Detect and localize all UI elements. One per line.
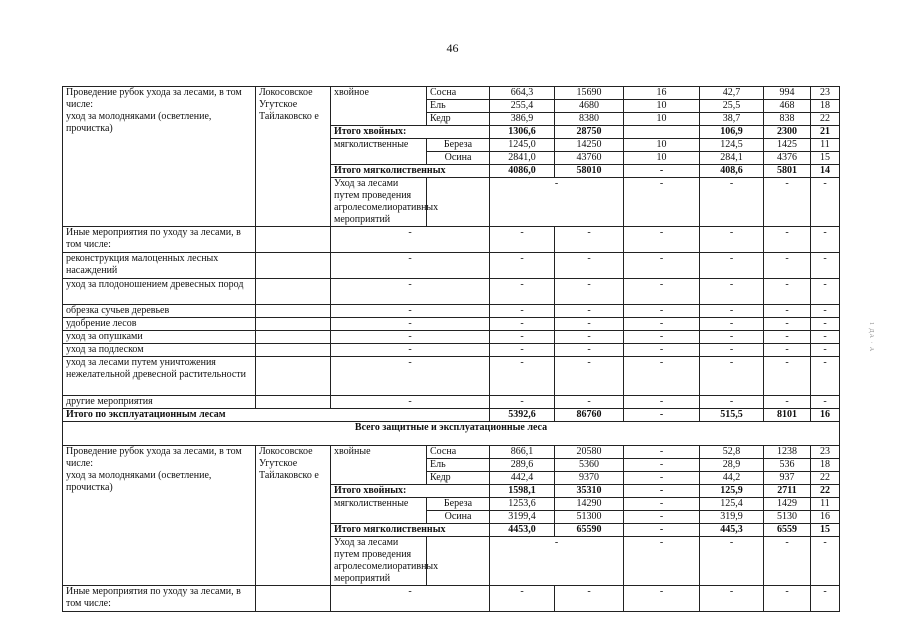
block1-activity-value: -	[555, 279, 624, 305]
block1-activity-value: -	[331, 331, 490, 344]
block1-soft-v6: 15	[811, 152, 840, 165]
block1-activity-label: Иные мероприятия по уходу за лесами, в том числе:	[63, 227, 256, 253]
block1-activity-location	[256, 357, 331, 396]
block2-species-v2: 5360	[555, 459, 624, 472]
block1-species-v6: 23	[811, 87, 840, 100]
block2-conifer-total-v6: 22	[811, 485, 840, 498]
block1-activity-value: -	[490, 305, 555, 318]
block1-soft-total-v6: 14	[811, 165, 840, 178]
block1-activity-value: -	[764, 305, 811, 318]
block2-conifer-total-v1: 1598,1	[490, 485, 555, 498]
block1-activity-value: -	[811, 178, 840, 227]
block2-conifer-group: хвойные	[331, 446, 427, 485]
block1-soft-total-v4: 408,6	[700, 165, 764, 178]
block2-conifer-total-v5: 2711	[764, 485, 811, 498]
block1-activity-location	[256, 227, 331, 253]
block1-soft-v5: 1425	[764, 139, 811, 152]
block1-species-v6: 18	[811, 100, 840, 113]
block1-conifer-total-v3	[624, 126, 700, 139]
block1-species-v5: 468	[764, 100, 811, 113]
block2-species-v1: 289,6	[490, 459, 555, 472]
total-exploit-v1: 5392,6	[490, 409, 555, 422]
block2-species-v2: 9370	[555, 472, 624, 485]
block2-soft-v3: -	[624, 498, 700, 511]
block2-work-label: Проведение рубок ухода за лесами, в том числе: уход за молодняками (осветление, прочистка)	[63, 446, 256, 586]
block1-soft-v2: 14250	[555, 139, 624, 152]
block2-species-name: Осина	[427, 511, 490, 524]
block1-activity-value: -	[700, 396, 764, 409]
block1-activity-location	[256, 318, 331, 331]
block2-activity-value: -	[490, 537, 624, 586]
block1-activity-value: -	[624, 331, 700, 344]
block2-soft-v5: 1429	[764, 498, 811, 511]
block1-species-v4: 25,5	[700, 100, 764, 113]
block1-activity-value: -	[811, 357, 840, 396]
block1-species-v2: 8380	[555, 113, 624, 126]
block1-activity-value: -	[764, 344, 811, 357]
block1-location: Локосовское Угутское Тайлаковско е	[256, 87, 331, 227]
block1-activity-value: -	[700, 227, 764, 253]
block2-species-name: Кедр	[427, 472, 490, 485]
block2-soft-v1: 3199,4	[490, 511, 555, 524]
block1-activity-value: -	[555, 318, 624, 331]
block1-activity-value: -	[764, 396, 811, 409]
block1-species-v2: 15690	[555, 87, 624, 100]
block1-activity-label: Уход за лесами путем проведения агролесомелиоративных мероприятий	[331, 178, 427, 227]
block1-soft-total-v3: -	[624, 165, 700, 178]
block1-activity-value: -	[624, 279, 700, 305]
block1-activity-value: -	[490, 318, 555, 331]
block1-activity-value: -	[331, 396, 490, 409]
block2-species-v6: 18	[811, 459, 840, 472]
block2-activity-value: -	[490, 586, 555, 612]
block1-activity-label: обрезка сучьев деревьев	[63, 305, 256, 318]
block2-soft-total-v5: 6559	[764, 524, 811, 537]
block1-activity-value: -	[700, 331, 764, 344]
block1-species-v1: 386,9	[490, 113, 555, 126]
block2-species-v1: 442,4	[490, 472, 555, 485]
block1-conifer-total-v2: 28750	[555, 126, 624, 139]
block1-activity-label: реконструкция малоценных лесных насаждений	[63, 253, 256, 279]
block1-activity-value: -	[490, 227, 555, 253]
block2-soft-total-v4: 445,3	[700, 524, 764, 537]
block1-soft-v3: 10	[624, 152, 700, 165]
block2-soft-v2: 14290	[555, 498, 624, 511]
block1-activity-location	[256, 279, 331, 305]
block1-activity-value: -	[331, 227, 490, 253]
block2-species-v3: -	[624, 459, 700, 472]
block2-species-v4: 52,8	[700, 446, 764, 459]
block1-soft-v4: 284,1	[700, 152, 764, 165]
block2-soft-v4: 319,9	[700, 511, 764, 524]
page-number: 46	[446, 41, 459, 55]
block2-soft-total-label: Итого мягколиственных	[331, 524, 490, 537]
block1-activity-value: -	[811, 305, 840, 318]
section-title: Всего защитные и эксплуатационные леса	[63, 422, 840, 446]
block1-activity-value: -	[811, 396, 840, 409]
block2-activity-value: -	[700, 537, 764, 586]
block2-soft-v6: 11	[811, 498, 840, 511]
total-exploit-v3: -	[624, 409, 700, 422]
block2-soft-v4: 125,4	[700, 498, 764, 511]
block1-soft-total-label: Итого мягколиственных	[331, 165, 490, 178]
block1-activity-value: -	[624, 344, 700, 357]
block1-activity-value: -	[624, 318, 700, 331]
block2-soft-total-v2: 65590	[555, 524, 624, 537]
block1-activity-value: -	[811, 227, 840, 253]
block2-activity-value: -	[555, 586, 624, 612]
block2-soft-v1: 1253,6	[490, 498, 555, 511]
block1-soft-group: мягколиственные	[331, 139, 427, 165]
block1-activity-value: -	[700, 318, 764, 331]
block1-activity-value: -	[811, 279, 840, 305]
block2-species-v5: 1238	[764, 446, 811, 459]
block1-activity-location	[256, 396, 331, 409]
block2-soft-group: мягколиственные	[331, 498, 427, 524]
block2-species-v2: 20580	[555, 446, 624, 459]
block1-activity-value: -	[764, 253, 811, 279]
block1-activity-value: -	[490, 279, 555, 305]
block1-activity-value: -	[331, 357, 490, 396]
block1-activity-label: другие мероприятия	[63, 396, 256, 409]
total-exploit-v6: 16	[811, 409, 840, 422]
forest-care-table	[62, 86, 840, 612]
total-exploit-label: Итого по эксплуатационным лесам	[63, 409, 490, 422]
total-exploit-v5: 8101	[764, 409, 811, 422]
block1-activity-value: -	[700, 178, 764, 227]
block2-activity-value: -	[700, 586, 764, 612]
block1-activity-value: -	[811, 318, 840, 331]
block2-soft-total-v1: 4453,0	[490, 524, 555, 537]
block1-activity-label: уход за подлеском	[63, 344, 256, 357]
block2-activity-value: -	[764, 586, 811, 612]
block1-soft-total-v1: 4086,0	[490, 165, 555, 178]
block1-activity-value: -	[490, 178, 624, 227]
block1-activity-value: -	[555, 305, 624, 318]
block1-activity-value: -	[624, 396, 700, 409]
block1-activity-value: -	[764, 227, 811, 253]
block2-species-name: Ель	[427, 459, 490, 472]
total-exploit-v4: 515,5	[700, 409, 764, 422]
block1-activity-value: -	[764, 178, 811, 227]
block2-species-name: Сосна	[427, 446, 490, 459]
block1-activity-value: -	[555, 331, 624, 344]
block2-soft-v6: 16	[811, 511, 840, 524]
block1-species-v2: 4680	[555, 100, 624, 113]
block1-activity-value: -	[700, 357, 764, 396]
block1-conifer-total-label: Итого хвойных:	[331, 126, 490, 139]
block1-species-v6: 22	[811, 113, 840, 126]
block2-species-v3: -	[624, 446, 700, 459]
block1-conifer-total-v1: 1306,6	[490, 126, 555, 139]
block2-soft-v3: -	[624, 511, 700, 524]
block1-activity-value: -	[555, 344, 624, 357]
total-exploit-v2: 86760	[555, 409, 624, 422]
block1-activity-value: -	[811, 253, 840, 279]
block2-activity-value: -	[624, 537, 700, 586]
block1-species-v3: 10	[624, 100, 700, 113]
block1-activity-value: -	[700, 253, 764, 279]
block1-activity-value: -	[555, 227, 624, 253]
block1-soft-v5: 4376	[764, 152, 811, 165]
block1-activity-value: -	[764, 318, 811, 331]
block2-species-v4: 28,9	[700, 459, 764, 472]
block1-activity-value: -	[331, 318, 490, 331]
block1-species-v1: 664,3	[490, 87, 555, 100]
block1-soft-v4: 124,5	[700, 139, 764, 152]
block1-activity-value: -	[490, 357, 555, 396]
block2-species-v6: 22	[811, 472, 840, 485]
block2-conifer-total-label: Итого хвойных:	[331, 485, 490, 498]
block1-species-name: Ель	[427, 100, 490, 113]
block1-species-name: Сосна	[427, 87, 490, 100]
block1-activity-value: -	[764, 331, 811, 344]
block1-conifer-group: хвойное	[331, 87, 427, 126]
block1-species-v5: 838	[764, 113, 811, 126]
block1-activity-value: -	[624, 178, 700, 227]
block1-activity-value: -	[331, 279, 490, 305]
block1-species-name: Осина	[427, 152, 490, 165]
block1-activity-value: -	[555, 396, 624, 409]
block1-activity-label: уход за опушками	[63, 331, 256, 344]
block1-activity-location	[256, 331, 331, 344]
block1-conifer-total-v5: 2300	[764, 126, 811, 139]
block1-soft-v6: 11	[811, 139, 840, 152]
block1-activity-label: уход за плодоношением древесных пород	[63, 279, 256, 305]
block1-activity-value: -	[490, 331, 555, 344]
block1-activity-value: -	[700, 279, 764, 305]
block2-conifer-total-v2: 35310	[555, 485, 624, 498]
block1-activity-label: удобрение лесов	[63, 318, 256, 331]
block1-species-v3: 10	[624, 113, 700, 126]
block1-activity-value: -	[331, 253, 490, 279]
block1-species-name: Береза	[427, 139, 490, 152]
block2-activity-value: -	[811, 537, 840, 586]
block2-soft-v5: 5130	[764, 511, 811, 524]
block1-species-v3: 16	[624, 87, 700, 100]
block2-conifer-total-v4: 125,9	[700, 485, 764, 498]
block1-activity-location	[256, 305, 331, 318]
block2-species-v5: 937	[764, 472, 811, 485]
block1-activity-value: -	[555, 357, 624, 396]
block1-species-name: Кедр	[427, 113, 490, 126]
block2-location: Локосовское Угутское Тайлаковско е	[256, 446, 331, 586]
block2-activity-value: -	[331, 586, 490, 612]
block1-activity-value: -	[624, 227, 700, 253]
block1-activity-value: -	[331, 344, 490, 357]
block1-soft-total-v5: 5801	[764, 165, 811, 178]
block1-conifer-total-v4: 106,9	[700, 126, 764, 139]
block1-species-v4: 38,7	[700, 113, 764, 126]
block1-activity-value: -	[764, 279, 811, 305]
block1-activity-label: уход за лесами путем уничтожения нежелательной древесной растительности	[63, 357, 256, 396]
block2-activity-label: Уход за лесами путем проведения агролесомелиоративных мероприятий	[331, 537, 427, 586]
block1-activity-value: -	[811, 331, 840, 344]
block1-soft-v3: 10	[624, 139, 700, 152]
block1-activity-value: -	[624, 253, 700, 279]
block2-species-v1: 866,1	[490, 446, 555, 459]
block1-activity-value: -	[700, 305, 764, 318]
block1-soft-v1: 1245,0	[490, 139, 555, 152]
block1-activity-value: -	[624, 305, 700, 318]
block1-species-v1: 255,4	[490, 100, 555, 113]
block1-activity-location	[256, 253, 331, 279]
block1-soft-v1: 2841,0	[490, 152, 555, 165]
block2-activity-location	[256, 586, 331, 612]
block1-activity-value: -	[490, 344, 555, 357]
block2-soft-v2: 51300	[555, 511, 624, 524]
block2-species-v3: -	[624, 472, 700, 485]
block1-activity-value: -	[700, 344, 764, 357]
block1-activity-value: -	[555, 253, 624, 279]
block2-species-v4: 44,2	[700, 472, 764, 485]
block1-species-v5: 994	[764, 87, 811, 100]
block1-soft-total-v2: 58010	[555, 165, 624, 178]
block1-soft-v2: 43760	[555, 152, 624, 165]
block1-activity-value: -	[490, 253, 555, 279]
block1-activity-value: -	[764, 357, 811, 396]
block1-activity-value: -	[811, 344, 840, 357]
block2-activity-label: Иные мероприятия по уходу за лесами, в том числе:	[63, 586, 256, 612]
block1-activity-value: -	[490, 396, 555, 409]
block2-activity-value: -	[764, 537, 811, 586]
block1-activity-value: -	[331, 305, 490, 318]
block1-activity-location	[256, 344, 331, 357]
block1-activity-value: -	[624, 357, 700, 396]
block2-conifer-total-v3: -	[624, 485, 700, 498]
block1-work-label: Проведение рубок ухода за лесами, в том числе: уход за молодняками (осветление, прочистка)	[63, 87, 256, 227]
block2-activity-value: -	[624, 586, 700, 612]
block1-conifer-total-v6: 21	[811, 126, 840, 139]
block2-activity-value: -	[811, 586, 840, 612]
block2-species-name: Береза	[427, 498, 490, 511]
scan-margin-mark: 1 ДА · А	[868, 322, 874, 353]
block2-species-v6: 23	[811, 446, 840, 459]
block2-species-v5: 536	[764, 459, 811, 472]
block2-soft-total-v3: -	[624, 524, 700, 537]
block2-soft-total-v6: 15	[811, 524, 840, 537]
block1-species-v4: 42,7	[700, 87, 764, 100]
